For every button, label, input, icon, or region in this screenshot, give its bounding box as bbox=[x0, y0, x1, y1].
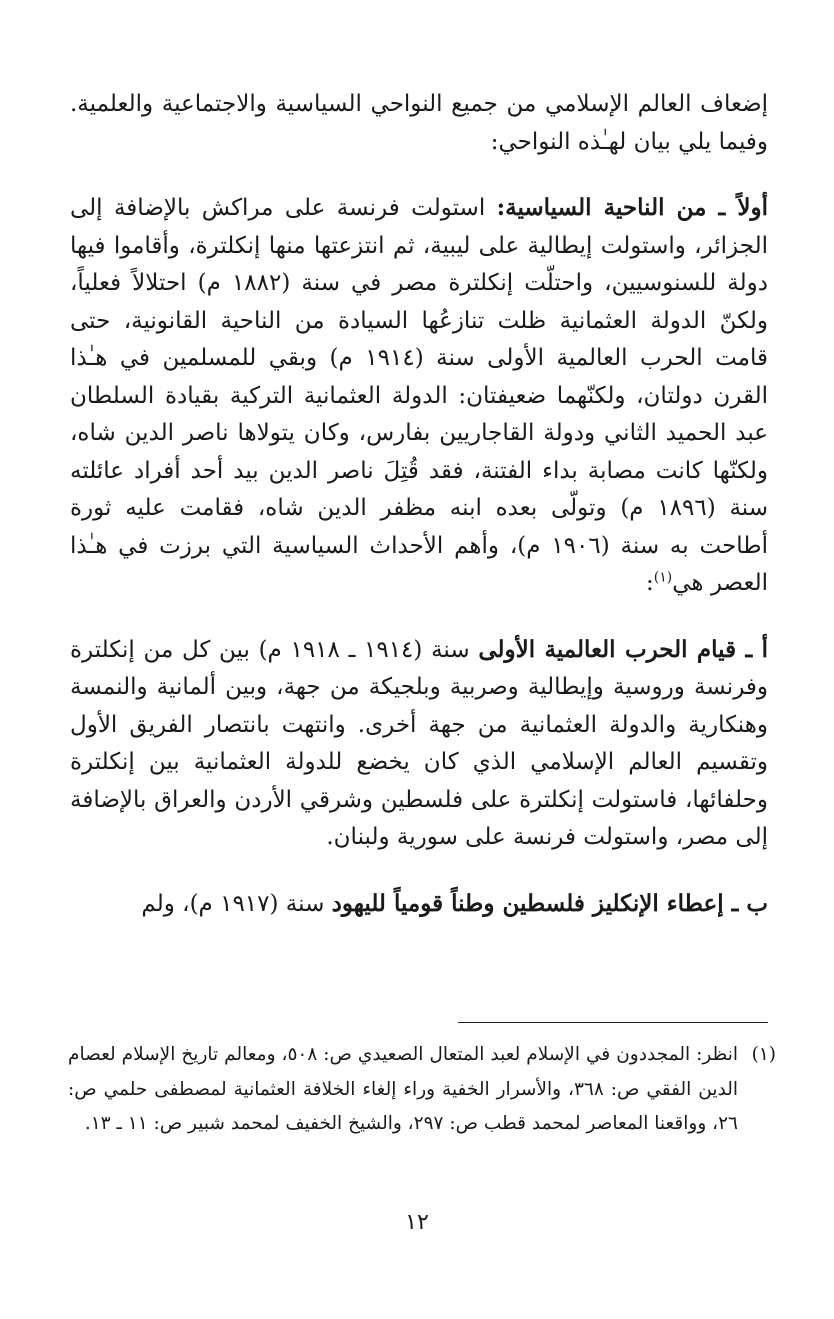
page-number: ١٢ bbox=[405, 1210, 429, 1235]
balfour-text: سنة (١٩١٧ م)، ولم bbox=[141, 890, 332, 917]
balfour-heading: ب ـ إعطاء الإنكليز فلسطين وطناً قومياً لليهود bbox=[331, 889, 768, 917]
world-war-text: سنة (١٩١٤ ـ ١٩١٨ م) بين كل من إنكلترة وفرنسة وروسية وإيطالية وصربية وبلجيكة من جهة، وبين ألمانية والنمسة وهنكارية والدولة العثمانية من جهة أخرى. وانتهت بانتصار الفريق الأول وتقسيم العالم الإسلامي الذي كان يخضع للدولة العثمانية بين إنكلترة وحلفائها، فاستولت إنكلترة على فلسطين وشرقي الأردن والعراق بالإضافة إلى مصر، واستولت فرنسة على سورية ولبنان. bbox=[70, 636, 768, 850]
footnote-text: انظر: المجددون في الإسلام لعبد المتعال الصعيدي ص: ٥٠٨، ومعالم تاريخ الإسلام لعصام الدين الفقي ص: ٣٦٨، والأسرار الخفية وراء إلغاء الخلافة العثمانية لمصطفى حلمي ص: ٢٦، وواقعنا المعاصر لمحمد قطب ص: ٢٩٧، والشيخ الخفيف لمحمد شبير ص: ١١ ـ ١٣. bbox=[68, 1044, 739, 1134]
intro-text: إضعاف العالم الإسلامي من جميع النواحي السياسية والاجتماعية والعلمية. وفيما يلي بيان لهـٰذه النواحي: bbox=[70, 91, 768, 155]
footnote bbox=[68, 1038, 776, 1142]
world-war-heading: أ ـ قيام الحرب العالمية الأولى bbox=[478, 635, 768, 663]
footnote-reference: (١) bbox=[653, 569, 673, 586]
footnote-mark: (١) bbox=[751, 1044, 776, 1065]
main-text bbox=[70, 86, 768, 923]
paragraph-gap bbox=[70, 603, 768, 631]
paragraph-world-war bbox=[70, 631, 768, 857]
paragraph-gap bbox=[70, 161, 768, 189]
paragraph-gap bbox=[70, 857, 768, 885]
footnote-divider bbox=[458, 1022, 768, 1023]
political-text: استولت فرنسة على مراكش بالإضافة إلى الجزائر، واستولت إيطالية على ليبية، ثم انتزعتها منها إنكلترة، وأقاموا فيها دولة للسنوسيين، واحتلّت إنكلترة مصر في سنة (١٨٨٢ م) احتلالاً فعلياً، ولكنّ الدولة العثمانية ظلت تنازعُها السيادة من الناحية القانونية، حتى قامت الحرب العالمية الأولى سنة (١٩١٤ م) وبقي للمسلمين في هـٰذا القرن دولتان، ولكنّهما ضعيفتان: الدولة العثمانية التركية بقيادة السلطان عبد الحميد الثاني ودولة القاجاريين بفارس، وكان يتولاها ناصر الدين شاه، ولكنّها كانت مصابة بداء الفتنة، فقد قُتِلَ ناصر الدين بيد أحد أفراد عائلته سنة (١٨٩٦ م) وتولّى بعده ابنه مظفر الدين شاه، فقامت عليه ثورة أطاحت به سنة (١٩٠٦ م)، وأهم الأحداث السياسية التي برزت في هـٰذا العصر هي bbox=[70, 195, 769, 596]
paragraph-intro bbox=[70, 86, 768, 161]
political-end: : bbox=[646, 570, 654, 596]
paragraph-balfour bbox=[70, 885, 768, 924]
political-heading: أولاً ـ من الناحية السياسية: bbox=[496, 194, 768, 221]
paragraph-political bbox=[70, 189, 768, 603]
